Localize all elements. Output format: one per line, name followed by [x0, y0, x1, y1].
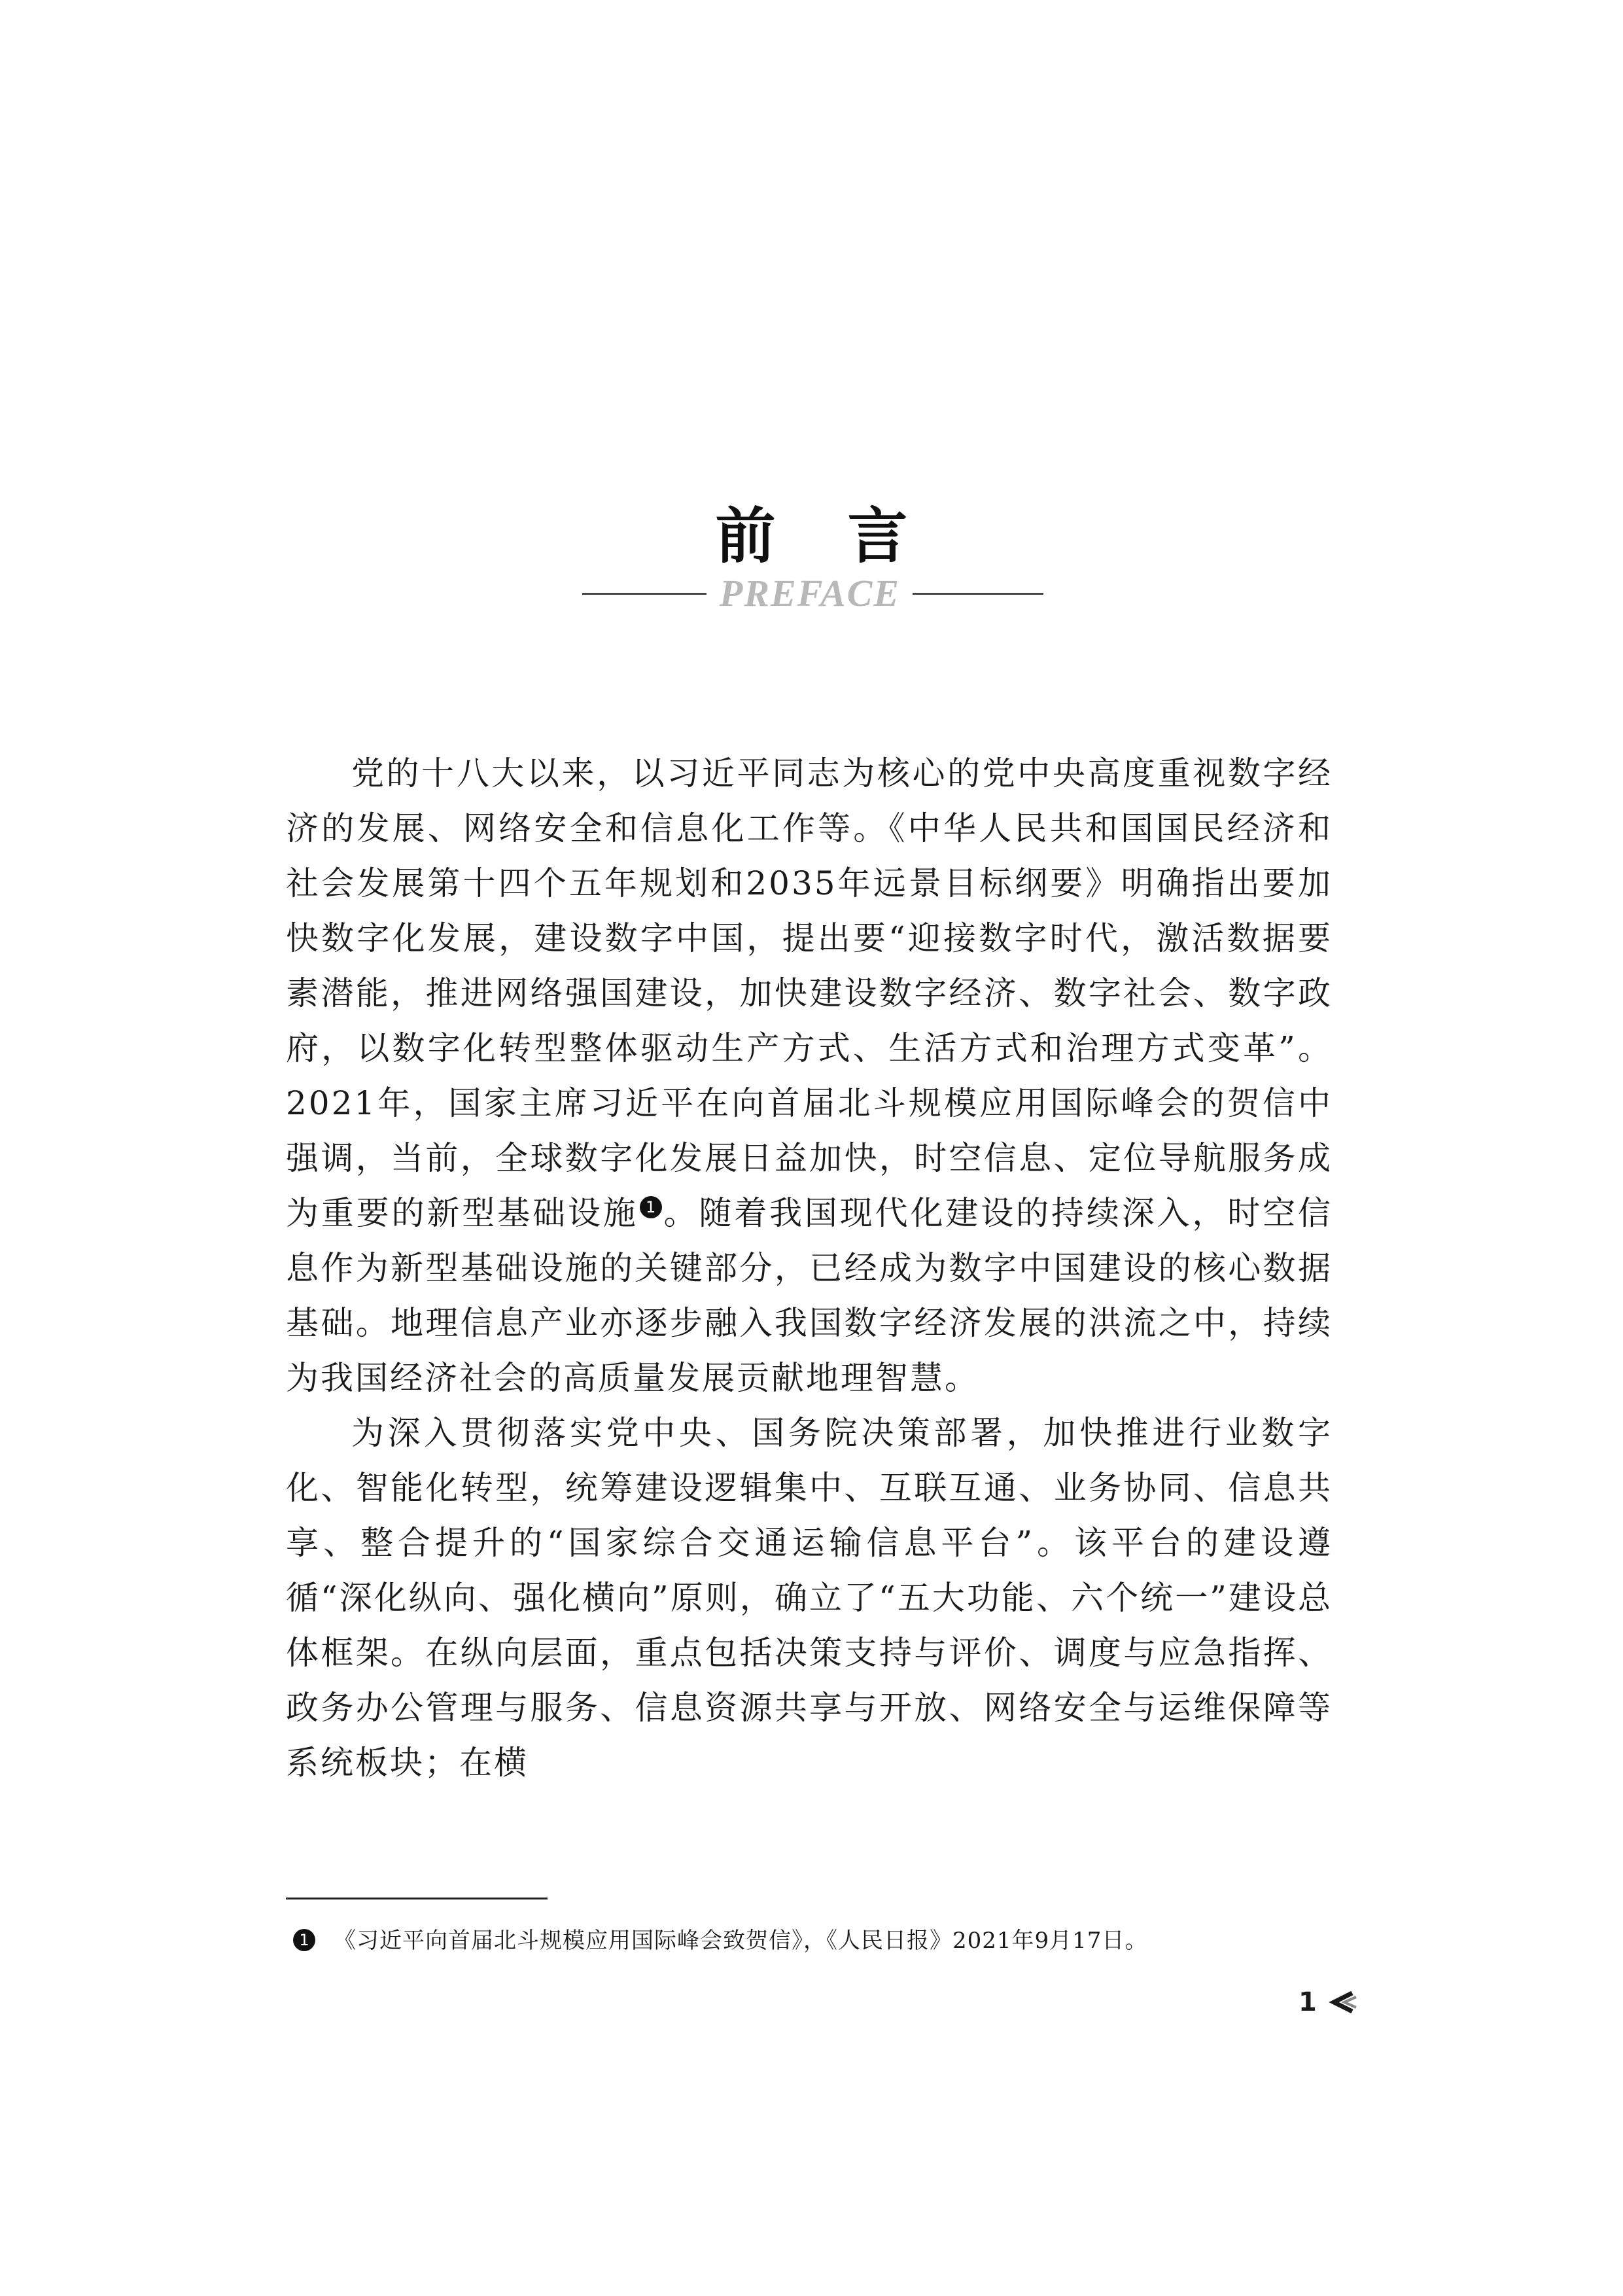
footnote-mark: 1	[293, 1929, 315, 1951]
body-text	[286, 746, 1333, 1790]
subtitle-rule-left	[582, 593, 707, 595]
page-subtitle: PREFACE	[719, 572, 901, 614]
paragraph-1-text-after: 。随着我国现代化建设的持续深入，时空信息作为新型基础设施的关键部分，已经成为数字中国建设的核心数据基础。地理信息产业亦逐步融入我国数字经济发展的洪流之中，持续为我国经济社会的高质量发展贡献地理智慧。	[286, 1194, 1333, 1397]
footnote-reference[interactable]: 1	[640, 1196, 662, 1218]
preface-subtitle-row	[0, 571, 1623, 616]
page-number-text: 1	[1299, 1987, 1317, 2017]
footnote-divider	[286, 1898, 548, 1899]
page-title: 前言	[715, 501, 980, 571]
footnote-text: 《习近平向首届北斗规模应用国际峰会致贺信》，《人民日报》2021年9月17日。	[334, 1928, 1148, 1954]
footnote	[299, 1924, 1315, 1958]
chevron-left-icon	[1326, 1989, 1357, 2015]
subtitle-rule-right	[913, 593, 1043, 595]
paragraph-1	[286, 746, 1333, 1405]
paragraph-2: 为深入贯彻落实党中央、国务院决策部署，加快推进行业数字化、智能化转型，统筹建设逻辑集中、互联互通、业务协同、信息共享、整合提升的“国家综合交通运输信息平台”。该平台的建设遵循“深化纵向、强化横向”原则，确立了“五大功能、六个统一”建设总体框架。在纵向层面，重点包括决策支持与评价、调度与应急指挥、政务办公管理与服务、信息资源共享与开放、网络安全与运维保障等系统板块；在横	[286, 1414, 1333, 1782]
paragraph-1-text-before: 党的十八大以来，以习近平同志为核心的党中央高度重视数字经济的发展、网络安全和信息化工作等。《中华人民共和国国民经济和社会发展第十四个五年规划和2035年远景目标纲要》明确指出要加快数字化发展，建设数字中国，提出要“迎接数字时代，激活数据要素潜能，推进网络强国建设，加快建设数字经济、数字社会、数字政府，以数字化转型整体驱动生产方式、生活方式和治理方式变革”。2021年，国家主席习近平在向首届北斗规模应用国际峰会的贺信中强调，当前，全球数字化发展日益加快，时空信息、定位导航服务成为重要的新型基础设施	[286, 754, 1333, 1232]
page-number	[1299, 1983, 1357, 2022]
preface-heading	[0, 497, 1623, 576]
